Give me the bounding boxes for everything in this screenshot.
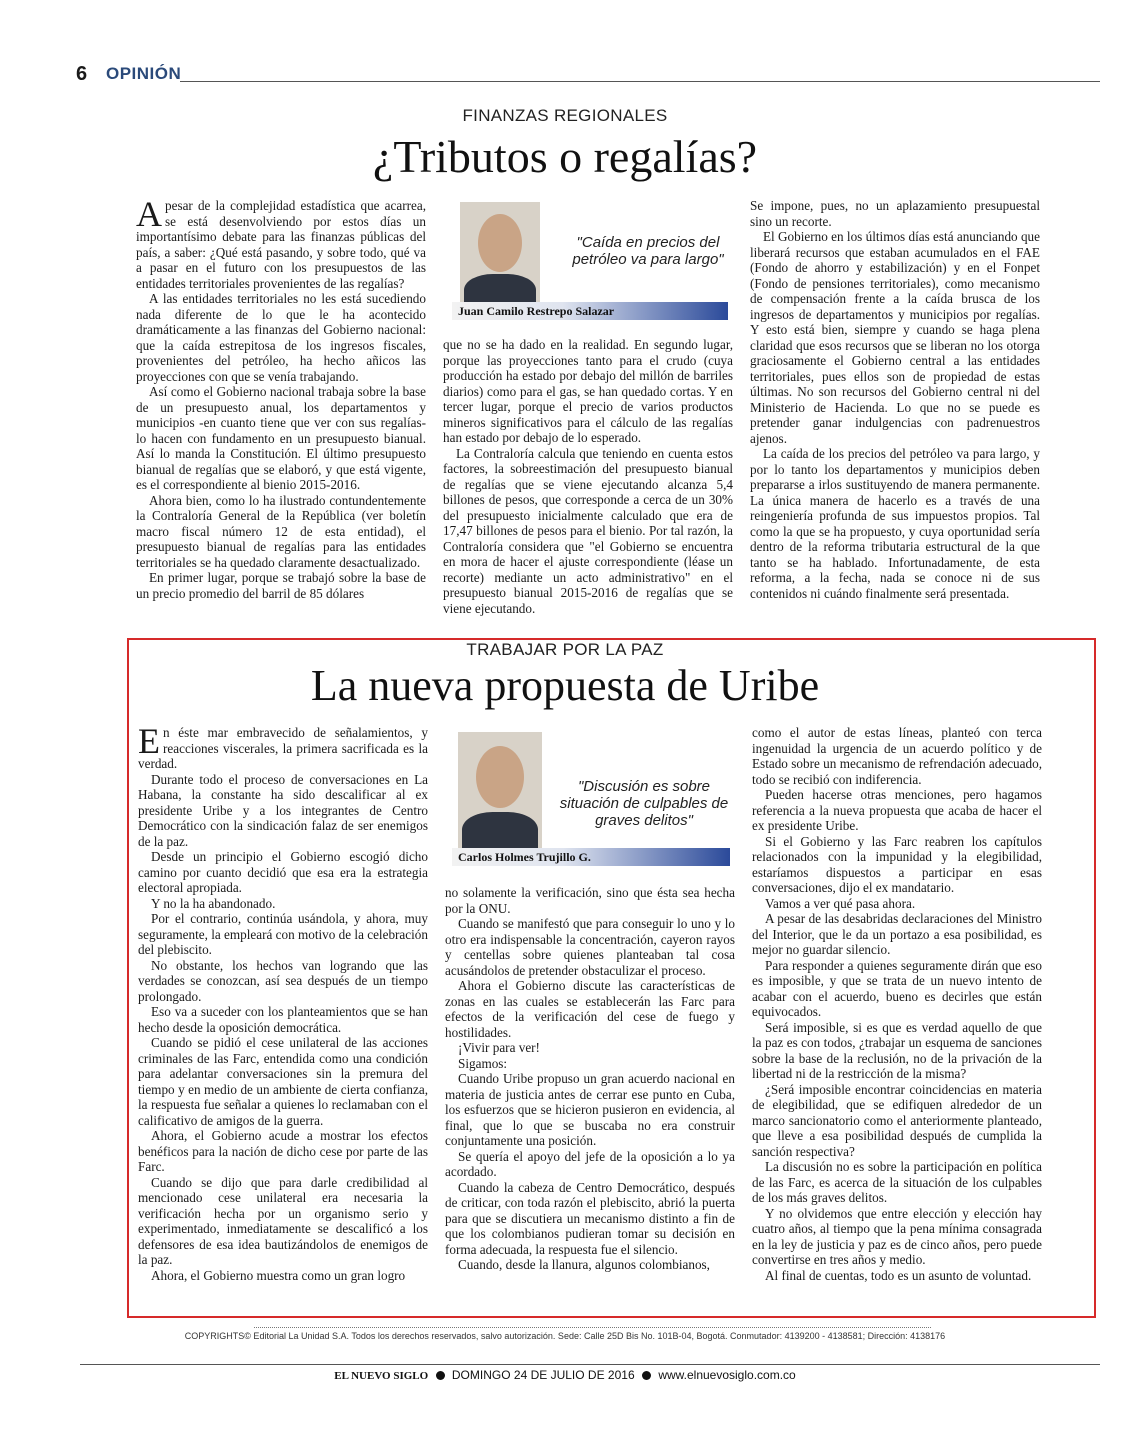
- article2-col3-p10: Al final de cuentas, todo es un asunto de voluntad.: [765, 1267, 1032, 1283]
- bullet-icon: [436, 1371, 445, 1380]
- article1-column-2: [443, 337, 733, 627]
- article1-col1-p2: Así como el Gobierno nacional trabaja sobre la base de un presupuesto anual, los departamentos y municipios -en cuanto tiene que ver con sus regalías- lo hacen con fundamento en un presupuesto bianual. Así lo manda la Constitución. El último presupuesto bianual de regalías que se elaboró, y que está vigente, es el correspondiente al bienio 2015-2016.: [136, 384, 426, 492]
- article2-col1-p1: Durante todo el proceso de conversaciones en La Habana, la constante ha sido descalificar al ex presidente Uribe y a los integrantes de Centro Democrático con la sindicación falaz de ser enemigos de la paz.: [138, 771, 428, 849]
- article2-col3-p8: La discusión no es sobre la participación en política de las Farc, es acerca de la situación de los culpables de los más graves delitos.: [752, 1159, 1042, 1205]
- dotted-rule: [254, 1327, 931, 1328]
- author-photo: [458, 732, 542, 850]
- article2-col3-p5: Para responder a quienes seguramente dirán que eso es imposible, y que se trata de un nuevo intento de acabar con el acuerdo, bueno es decirles que están equivocados.: [752, 957, 1042, 1019]
- article2-col1-p10: Ahora, el Gobierno muestra como un gran logro: [151, 1267, 406, 1283]
- article1-col3-p2: La caída de los precios del petróleo va para largo, y por lo tanto los departamentos y municipios deben prepararse a irlos sustituyendo de manera permanente. La única manera de hacerlo es a través de una reingeniería profunda de sus impuestos propios. Tal como la que se ha propuesto, y cuya oportunidad sería dentro de la reforma tributaria estructural de la que tanto se ha hablado. Infortunadamente, de esta reforma, a la fecha, nada se conoce ni de sus contenidos ni cuándo finalmente será presentada.: [750, 446, 1040, 601]
- dropcap: A: [136, 198, 162, 234]
- article2-col2-p7: Cuando la cabeza de Centro Democrático, después de criticar, con toda razón el plebiscito, abrió la puerta para que se discutiera un mecanismo distinto a fin de que los colombianos pudieran tomar su decisión en forma adecuada, la respuesta fue el silencio.: [445, 1179, 735, 1257]
- article2-col1-p8: Ahora, el Gobierno acude a mostrar los efectos benéficos para la nación de dicho cese por parte de las Farc.: [138, 1128, 428, 1174]
- article2-col3-p4: A pesar de las desabridas declaraciones del Ministro del Interior, que le da un portazo a esa posibilidad, es mejor no guardar silencio.: [752, 911, 1042, 957]
- article2-col1-p9: Cuando se dijo que para darle credibilidad al mencionado cese unilateral era necesaria la verificación hecha por un organismo serio y experimentado, inmediatamente se descalificó a los defensores de esa idea bautizándolos de enemigos de la paz.: [138, 1174, 428, 1267]
- article2-col1-p0: En éste mar embravecido de señalamientos, y reacciones viscerales, la primera sacrificada es la verdad.: [138, 725, 428, 771]
- article1-column-3: [750, 198, 1040, 626]
- page-footer: [0, 1368, 1130, 1382]
- article1-col2-p0: que no se ha dado en la realidad. En segundo lugar, porque las proyecciones tanto para el crudo (cuya producción ha estado por debajo del millón de barriles diarios) como para el gas, se han quedado cortas. Y en tercer lugar, porque el precio de varios productos mineros significativos para el cálculo de las regalías han estado por debajo de lo esperado.: [443, 337, 733, 445]
- article2-author-box: [446, 728, 746, 868]
- footer-rule: [80, 1364, 1100, 1365]
- article2-col3-p2: Si el Gobierno y las Farc reabren los capítulos relacionados con la impunidad y la elegibilidad, estaríamos dispuestos a participar en esas conversaciones, dijo el ex mandatario.: [752, 833, 1042, 895]
- article2-col3-p6: Será imposible, si es que es verdad aquello de que la paz es con todos, ¿trabajar un esquema de sanciones sobre la base de la reclusión, no de la privación de la libertad ni de la restricción de la misma?: [752, 1019, 1042, 1081]
- article1-col1-p0: Apesar de la complejidad estadística que acarrea, se está desenvolviendo por estos días un importantísimo debate para las finanzas públicas del país, a saber: ¿Qué está pasando, y sobre todo, qué va a pasar en el futuro con los presupuestos de las entidades territoriales provenientes de las regalías?: [136, 198, 426, 291]
- article2-col2-p4: Sigamos:: [458, 1055, 508, 1071]
- author-name-bar: Juan Camilo Restrepo Salazar: [452, 302, 728, 320]
- article2-kicker: TRABAJAR POR LA PAZ: [466, 640, 664, 659]
- article2-col2-p6: Se quería el apoyo del jefe de la oposición a lo ya acordado.: [445, 1148, 735, 1179]
- article1-column-1: [136, 198, 426, 626]
- article2-col3-p0: como el autor de estas líneas, planteó con terca ingenuidad la urgencia de un acuerdo político y de Estado sobre un mecanismo de refrendación adecuado, todo se recibió con indiferencia.: [752, 725, 1042, 787]
- author-name-bar: Carlos Holmes Trujillo G.: [452, 848, 730, 866]
- article2-col2-p3: ¡Vivir para ver!: [458, 1040, 540, 1055]
- article1-col1-p1: A las entidades territoriales no les está sucediendo nada diferente de lo que le ha acontecido dramáticamente a las finanzas del Gobierno nacional: que la caída estrepitosa de los ingresos fiscales, provenientes del petróleo, ha hecho añicos las proyecciones con que se venía trabajando.: [136, 291, 426, 384]
- copyright-line: COPYRIGHTS© Editorial La Unidad S.A. Todos los derechos reservados, salvo autorización. Sede: Calle 25D Bis No. 101B-04, Bogotá. Conmutador: 4139200 - 4138581; Dirección: 4138176: [184, 1331, 946, 1341]
- article2-col1-p6: Eso va a suceder con los planteamientos que se han hecho desde la oposición democrática.: [138, 1004, 428, 1035]
- article1-col3-p1: El Gobierno en los últimos días está anunciando que liberará recursos que estaban acumulados en el FAE (Fondo de ahorro y estabilización) y en el Fonpet (Fondo de pensiones territoriales), como mecanismo de compensación frente a la caída brusca de los ingresos de departamentos y municipios por regalías. Y esto está bien, siempre y cuando se haga plena claridad que esos recursos que se liberan no los otorga graciosamente el Gobierno central a las entidades territoriales, pues ellos son de propiedad de estas últimas. No son recursos del Gobierno central ni del Ministerio de Hacienda. Lo que no se puede es pretender ganar indulgencias con padrenuestros ajenos.: [750, 229, 1040, 446]
- article2-col2-p8: Cuando, desde la llanura, algunos colombianos,: [458, 1257, 710, 1272]
- article1-col2-p1: La Contraloría calcula que teniendo en cuenta estos factores, la sobreestimación del presupuesto bianual de regalías que se viene ejecutando alcanza 5,4 billones de pesos, que corresponde a cerca de un 30% del presupuesto inicialmente calculado que era de 17,47 billones de pesos para el bienio. Por tal razón, la Contraloría considera que "el Gobierno se encuentra en mora de hacer el ajuste correspondiente (léase un recorte) mediante un acto administrativo" en el presupuesto bianual 2015-2016 de regalías que se viene ejecutando.: [443, 445, 733, 616]
- article1-col1-p3: Ahora bien, como lo ha ilustrado contundentemente la Contraloría General de la República (ver boletín macro fiscal número 12 de esta entidad), el presupuesto bianual de regalías para las entidades territoriales se ha quedado claramente desactualizado.: [136, 492, 426, 570]
- article2-col1-p3: Y no la ha abandonado.: [151, 895, 276, 911]
- article1-col3-p0: Se impone, pues, no un aplazamiento presupuestal sino un recorte.: [750, 198, 1040, 229]
- pull-quote: "Caída en precios del petróleo va para largo": [572, 234, 724, 268]
- article2-col1-p2: Desde un principio el Gobierno escogió dicho camino por cuanto decidió que esa era la estrategia electoral apropiada.: [138, 849, 428, 895]
- article2-col2-p5: Cuando Uribe propuso un gran acuerdo nacional en materia de justicia antes de cerrar ese punto en Cuba, los esfuerzos que se hicieron pusieron en evidencia, al final, que lo que se buscaba no era construir conjuntamente una posición.: [445, 1071, 735, 1148]
- footer-date: DOMINGO 24 DE JULIO DE 2016: [451, 1368, 635, 1382]
- page-number: 6: [76, 63, 88, 85]
- article2-column-3: [752, 725, 1042, 1311]
- bullet-icon: [642, 1371, 651, 1380]
- article2-col2-p0: no solamente la verificación, sino que ésta sea hecha por la ONU.: [445, 885, 735, 916]
- header-rule: [180, 81, 1100, 82]
- article2-col2-p1: Cuando se manifestó que para conseguir lo uno y lo otro era indispensable la concentración, cayeron rayos y centellas sobre quienes planteaban tal cosa acusándolos de pretender obstaculizar el proceso.: [445, 916, 735, 978]
- article1-col1-p4: En primer lugar, porque se trabajó sobre la base de un precio promedio del barril de 85 dólares: [136, 570, 426, 601]
- article1-kicker: FINANZAS REGIONALES: [462, 106, 668, 125]
- article2-col2-p2: Ahora el Gobierno discute las características de zonas en las cuales se establecerán las Farc para efectos de la verificación del cese de fuego y hostilidades.: [445, 978, 735, 1040]
- article2-col1-p7: Cuando se pidió el cese unilateral de las acciones criminales de las Farc, entendida como una condición para adelantar conversaciones sin la premura del tiempo y en medio de un ambiente de cierta confianza, la respuesta fue señalar a quienes lo reclamaban con el calificativo de amigos de la guerra.: [138, 1035, 428, 1128]
- article1-headline: ¿Tributos o regalías?: [372, 131, 758, 182]
- article2-col3-p3: Vamos a ver qué pasa ahora.: [765, 895, 916, 911]
- article2-column-1: [138, 725, 428, 1311]
- article1-author-box: [446, 198, 746, 324]
- article2-col3-p7: ¿Será imposible encontrar coincidencias en materia de elegibilidad, que se edifiquen alrededor de un marco sancionatorio como el anteriormente planteado, que lleve a esa posibilidad después de cumplida la sanción respectiva?: [752, 1081, 1042, 1159]
- section-title: OPINIÓN: [106, 64, 182, 83]
- article2-col3-p9: Y no olvidemos que entre elección y elección hay cuatro años, al tiempo que la pena mínima consagrada en la ley de justicia y paz es de cinco años, pero puede convertirse en tres años y medio.: [752, 1205, 1042, 1267]
- author-photo: [460, 202, 540, 306]
- dropcap: E: [138, 725, 160, 761]
- pull-quote: "Discusión es sobre situación de culpables de graves delitos": [559, 778, 729, 829]
- article2-col1-p4: Por el contrario, continúa usándola, y ahora, muy seguramente, la empleará con motivo de la celebración del plebiscito.: [138, 911, 428, 957]
- footer-website: www.elnuevosiglo.com.co: [658, 1368, 796, 1382]
- article2-col1-p5: No obstante, los hechos van logrando que las verdades se conozcan, así sea después de un tiempo prolongado.: [138, 957, 428, 1004]
- article2-col3-p1: Pueden hacerse otras menciones, pero hagamos referencia a la nueva propuesta que acaba de hacer el ex presidente Uribe.: [752, 787, 1042, 833]
- article2-headline: La nueva propuesta de Uribe: [310, 661, 820, 710]
- article2-column-2: [445, 885, 735, 1311]
- newspaper-brand: EL NUEVO SIGLO: [334, 1370, 429, 1382]
